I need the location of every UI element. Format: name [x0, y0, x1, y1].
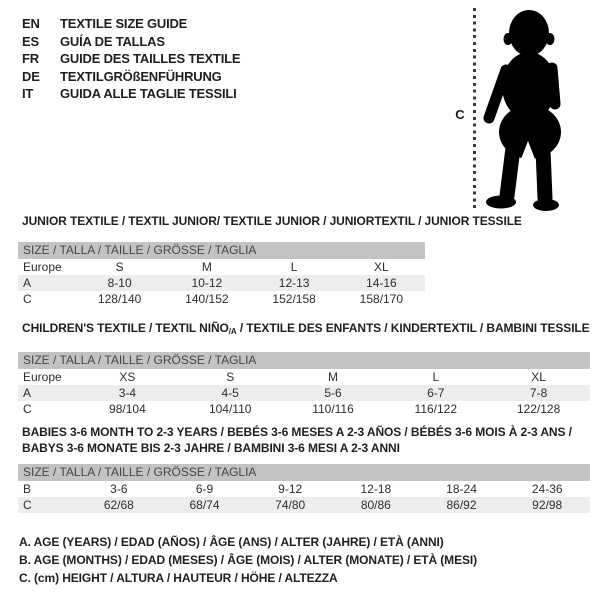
size-table: [18, 352, 590, 417]
size-value-cell: 62/68: [103, 498, 134, 512]
table-title-segment: JUNIOR TEXTILE / TEXTIL JUNIOR/ TEXTILE JUNIOR / JUNIORTEXTIL / JUNIOR TESSILE: [22, 214, 522, 228]
size-columns-row: [18, 259, 425, 275]
size-value-cell: 6-9: [195, 482, 214, 496]
size-value-cell: 116/122: [414, 402, 458, 416]
language-row: [22, 68, 240, 86]
row-label: B: [23, 482, 32, 496]
size-table-section-junior: [18, 214, 522, 307]
size-value-cell: 122/128: [516, 402, 561, 416]
region-label: Europe: [23, 370, 62, 384]
size-value-cell: 68/74: [189, 498, 220, 512]
table-row: [18, 497, 590, 513]
size-header-bar: SIZE / TALLA / TAILLE / GRÖSSE / TAGLIA: [18, 242, 425, 259]
size-value-cell: 104/110: [208, 402, 252, 416]
size-value-cell: 152/158: [272, 292, 316, 306]
table-title-line: [22, 424, 590, 440]
size-value-cell: 74/80: [275, 498, 306, 512]
size-column-header: XL: [531, 370, 546, 384]
language-row: [22, 15, 240, 33]
language-code: DE: [22, 68, 40, 84]
table-row: [18, 275, 425, 291]
size-value-cell: 158/170: [359, 292, 404, 306]
table-row: [18, 401, 590, 417]
language-row: [22, 85, 240, 103]
table-title: [22, 214, 522, 228]
region-label: Europe: [23, 260, 62, 274]
language-title: GUIDA ALLE TAGLIE TESSILI: [60, 86, 237, 101]
size-value-cell: 10-12: [191, 276, 223, 290]
table-title: [22, 424, 590, 456]
toddler-silhouette-icon: [480, 8, 575, 212]
size-column-header: XL: [374, 260, 389, 274]
table-title-segment: BABIES 3-6 MONTH TO 2-3 YEARS / BEBÉS 3-6 MESES A 2-3 AÑOS / BÉBÉS 3-6 MOIS À 2-3 ANS /: [22, 425, 572, 439]
size-column-header: L: [290, 260, 298, 274]
table-row: [18, 291, 425, 307]
size-table: [18, 242, 425, 307]
table-title-segment: / TEXTILE DES ENFANTS / KINDERTEXTIL / BAMBINI TESSILE: [236, 321, 590, 335]
size-column-header: S: [115, 260, 124, 274]
row-label: C: [23, 292, 32, 306]
size-value-cell: 128/140: [97, 292, 142, 306]
size-value-cell: 3-6: [110, 482, 128, 496]
row-label: A: [23, 276, 32, 290]
size-value-cell: 9-12: [278, 482, 303, 496]
size-column-header: S: [226, 370, 235, 384]
size-value-cell: 6-7: [427, 386, 445, 400]
table-title-line: [22, 440, 590, 456]
table-row: [18, 481, 590, 497]
size-value-cell: 5-6: [324, 386, 342, 400]
table-title-segment: /A: [228, 327, 237, 336]
size-column-header: XS: [119, 370, 136, 384]
size-value-cell: 14-16: [366, 276, 397, 290]
size-header-bar: SIZE / TALLA / TAILLE / GRÖSSE / TAGLIA: [18, 352, 590, 369]
size-value-cell: 98/104: [109, 402, 146, 416]
footnote: B. AGE (MONTHS) / EDAD (MESES) / ÂGE (MOIS) / ALTER (MONATE) / ETÀ (MESI): [19, 553, 478, 567]
size-value-cell: 8-10: [107, 276, 132, 290]
size-column-header: M: [201, 260, 212, 274]
size-table-section-children: [18, 321, 590, 417]
language-title-list: [22, 15, 240, 103]
language-title: TEXTILGRÖßENFÜHRUNG: [60, 68, 222, 84]
table-title-segment: BABYS 3-6 MONATE BIS 2-3 JAHRE / BAMBINI 3-6 MESI A 2-3 ANNI: [22, 441, 400, 455]
table-title-line: [22, 214, 522, 228]
height-measure-label: C: [455, 107, 465, 122]
size-value-cell: 24-36: [531, 482, 563, 496]
size-value-cell: 92/98: [532, 498, 563, 512]
table-title: [22, 321, 590, 339]
row-label: C: [23, 498, 32, 512]
row-label: A: [23, 386, 32, 400]
size-value-cell: 86/92: [446, 498, 477, 512]
table-title-line: [22, 321, 590, 339]
size-value-cell: 4-5: [221, 386, 239, 400]
size-header-bar: SIZE / TALLA / TAILLE / GRÖSSE / TAGLIA: [18, 464, 590, 481]
language-row: [22, 50, 240, 68]
size-columns-row: [18, 369, 590, 385]
table-title-segment: CHILDREN'S TEXTILE / TEXTIL NIÑO: [22, 321, 229, 335]
size-value-cell: 18-24: [446, 482, 477, 496]
language-title: GUIDE DES TAILLES TEXTILE: [60, 51, 241, 66]
language-code: EN: [22, 16, 40, 31]
size-value-cell: 110/116: [312, 402, 354, 416]
footnote: C. (cm) HEIGHT / ALTURA / HAUTEUR / HÖHE / ALTEZZA: [19, 571, 338, 585]
language-title: GUÍA DE TALLAS: [60, 33, 165, 49]
language-code: IT: [22, 86, 34, 101]
size-column-header: L: [432, 370, 440, 384]
language-code: FR: [22, 51, 39, 66]
size-value-cell: 140/152: [185, 292, 229, 306]
language-code: ES: [22, 33, 39, 49]
footnotes: [19, 533, 477, 587]
row-label: C: [23, 402, 32, 416]
language-title: TEXTILE SIZE GUIDE: [60, 16, 188, 31]
height-measure-dashed-line: [473, 8, 476, 211]
table-row: [18, 385, 590, 401]
size-value-cell: 3-4: [118, 386, 137, 400]
size-table: [18, 464, 590, 513]
size-value-cell: 80/86: [360, 498, 391, 512]
size-value-cell: 7-8: [529, 386, 548, 400]
size-value-cell: 12-13: [278, 276, 310, 290]
size-column-header: M: [327, 370, 338, 384]
size-value-cell: 12-18: [360, 482, 392, 496]
size-table-section-babies: [18, 424, 590, 513]
language-row: [22, 33, 240, 51]
footnote: A. AGE (YEARS) / EDAD (AÑOS) / ÂGE (ANS) / ALTER (JAHRE) / ETÀ (ANNI): [19, 535, 444, 549]
